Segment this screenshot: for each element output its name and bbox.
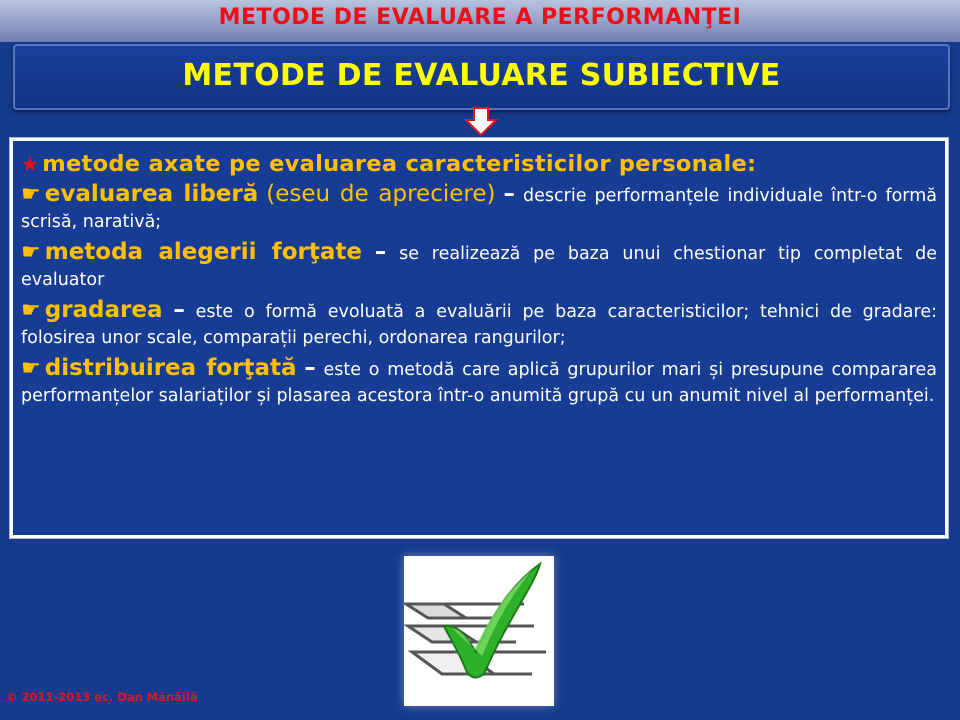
star-icon: ★ — [21, 152, 40, 176]
item-text: este o metodă care aplică grupurilor mari și presupune compararea performanțelor salariaților și plasarea acestora într-o anumită grupă cu un anumit nivel al performanței. — [21, 360, 937, 406]
item-heading: metoda alegerii forţate — [44, 239, 362, 265]
pointing-hand-icon: ☛ — [21, 356, 41, 381]
item-text: se realizează pe baza unui chestionar tip completat de evaluator — [21, 244, 937, 290]
content-box — [10, 138, 948, 538]
top-banner — [0, 0, 960, 42]
intro-line — [21, 149, 937, 179]
list-item — [21, 355, 937, 409]
item-text: este o formă evoluată a evaluării pe baza caracteristicilor; tehnici de gradare: folosirea unor scale, comparații perechi, ordonarea rangurilor; — [21, 302, 937, 348]
slide-title: METODE DE EVALUARE SUBIECTIVE — [182, 58, 781, 93]
slide-title-box — [13, 44, 950, 110]
down-arrow-icon — [464, 107, 498, 137]
list-item — [21, 181, 937, 235]
item-text: descrie performanțele individuale într-o formă scrisă, narativă; — [21, 186, 937, 232]
list-item — [21, 239, 937, 293]
item-dash: – — [503, 181, 515, 207]
item-heading: evaluarea liberă — [44, 181, 259, 207]
checkmark-icon — [404, 556, 554, 706]
item-heading: distribuirea forţată — [44, 355, 297, 381]
checklist-checkmark-image — [404, 556, 554, 706]
pointing-hand-icon: ☛ — [21, 182, 41, 207]
item-dash: – — [304, 355, 316, 381]
item-dash: – — [173, 297, 185, 323]
item-heading: gradarea — [44, 297, 163, 323]
top-banner-title: METODE DE EVALUARE A PERFORMANŢEI — [218, 5, 742, 30]
item-parenthetical: (eseu de apreciere) — [266, 181, 496, 207]
list-item — [21, 297, 937, 351]
intro-text: metode axate pe evaluarea caracteristicilor personale: — [42, 151, 757, 177]
copyright-text: © 2011-2013 ec. Dan Mănăilă — [6, 690, 198, 704]
item-dash: – — [374, 239, 387, 265]
pointing-hand-icon: ☛ — [21, 298, 41, 323]
pointing-hand-icon: ☛ — [21, 240, 41, 265]
